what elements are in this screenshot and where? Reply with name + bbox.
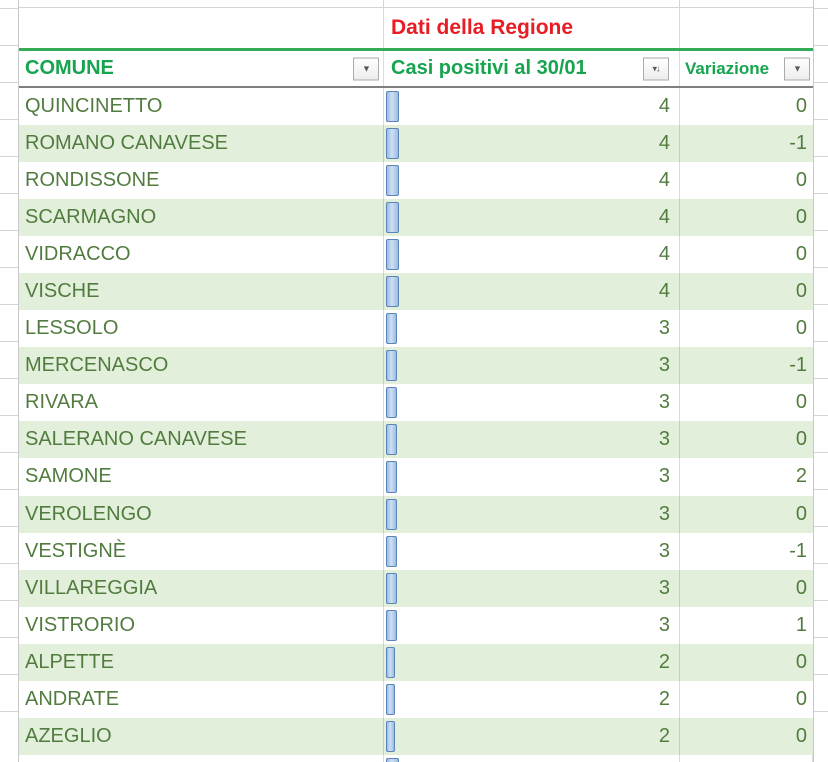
variazione-value: 0 — [795, 687, 807, 710]
casi-cell[interactable] — [384, 162, 680, 199]
comune-label: AZEGLIO — [25, 724, 112, 747]
casi-value: 2 — [658, 724, 670, 747]
comune-label: SCARMAGNO — [25, 206, 157, 229]
variazione-cell[interactable] — [680, 236, 813, 273]
casi-cell[interactable] — [384, 458, 680, 495]
table-row — [19, 236, 813, 273]
casi-value: 4 — [658, 243, 670, 266]
grid-margin-right — [814, 0, 828, 762]
comune-cell[interactable] — [19, 310, 384, 347]
variazione-cell[interactable] — [680, 533, 813, 570]
casi-value: 3 — [658, 317, 670, 340]
title-cell[interactable] — [384, 8, 680, 48]
casi-value: 3 — [658, 465, 670, 488]
region-title-row — [19, 8, 813, 48]
variazione-cell[interactable] — [680, 496, 813, 533]
casi-value: 3 — [658, 576, 670, 599]
variazione-cell[interactable] — [680, 162, 813, 199]
variazione-value: 0 — [795, 576, 807, 599]
table-header-row — [19, 48, 813, 88]
comune-cell[interactable] — [19, 347, 384, 384]
comune-label: MERCENASCO — [25, 354, 169, 377]
sort-descending-filter-icon[interactable]: ▾↓ — [643, 57, 669, 80]
data-bar — [386, 647, 395, 678]
table-row — [19, 681, 813, 718]
data-bar — [386, 128, 399, 159]
comune-label: SALERANO CANAVESE — [25, 428, 247, 451]
casi-cell[interactable] — [384, 347, 680, 384]
table-row — [19, 718, 813, 755]
variazione-value: 0 — [795, 169, 807, 192]
data-bar — [386, 350, 397, 381]
comune-label: LESSOLO — [25, 317, 119, 340]
comune-cell[interactable] — [19, 644, 384, 681]
header-comune[interactable] — [19, 51, 384, 86]
data-bar — [386, 313, 397, 344]
data-bar — [386, 610, 397, 641]
variazione-value: -1 — [789, 539, 807, 562]
comune-label: ALPETTE — [25, 650, 114, 673]
variazione-value: 0 — [795, 502, 807, 525]
data-bar — [386, 573, 397, 604]
casi-cell[interactable] — [384, 570, 680, 607]
variazione-value: 0 — [795, 650, 807, 673]
comune-cell[interactable] — [19, 162, 384, 199]
data-bar — [386, 461, 397, 492]
comune-cell[interactable] — [19, 421, 384, 458]
bottom-cell-c — [384, 755, 680, 762]
casi-cell[interactable] — [384, 310, 680, 347]
table-area — [18, 0, 814, 762]
variazione-value: 0 — [795, 724, 807, 747]
grid-margin-left — [0, 0, 18, 762]
casi-value: 3 — [658, 539, 670, 562]
variazione-cell[interactable] — [680, 607, 813, 644]
data-bar — [386, 387, 397, 418]
casi-cell[interactable] — [384, 718, 680, 755]
casi-value: 4 — [658, 280, 670, 303]
header-casi-label: Casi positivi al 30/01 — [391, 57, 587, 79]
variazione-value: 0 — [795, 95, 807, 118]
comune-label: VESTIGNÈ — [25, 539, 127, 562]
comune-cell[interactable] — [19, 607, 384, 644]
top-grid-row — [19, 0, 813, 8]
variazione-value: 0 — [795, 317, 807, 340]
comune-label: RONDISSONE — [25, 169, 160, 192]
top-cell-d — [680, 0, 813, 7]
comune-label: VIDRACCO — [25, 243, 131, 266]
comune-label: VISTRORIO — [25, 613, 136, 636]
table-row — [19, 199, 813, 236]
data-bar — [386, 239, 399, 270]
casi-cell[interactable] — [384, 421, 680, 458]
comune-cell[interactable] — [19, 125, 384, 162]
casi-cell[interactable] — [384, 125, 680, 162]
table-rows — [19, 88, 813, 755]
header-variazione-label: Variazione — [685, 58, 770, 78]
casi-value: 3 — [658, 354, 670, 377]
casi-value: 2 — [658, 650, 670, 673]
table-row — [19, 496, 813, 533]
casi-cell[interactable] — [384, 236, 680, 273]
data-bar-partial — [386, 758, 399, 762]
data-bar — [386, 165, 399, 196]
variazione-value: 1 — [795, 613, 807, 636]
data-bar — [386, 91, 399, 122]
comune-cell[interactable] — [19, 88, 384, 125]
title-cell-empty-right[interactable] — [680, 8, 813, 48]
comune-label: QUINCINETTO — [25, 95, 163, 118]
casi-value: 3 — [658, 391, 670, 414]
casi-value: 4 — [658, 169, 670, 192]
variazione-cell[interactable] — [680, 384, 813, 421]
casi-cell[interactable] — [384, 607, 680, 644]
comune-label: VEROLENGO — [25, 502, 152, 525]
variazione-cell[interactable] — [680, 88, 813, 125]
region-title-label: Dati della Regione — [391, 16, 574, 39]
title-cell-empty-left[interactable] — [19, 8, 384, 48]
comune-cell[interactable] — [19, 681, 384, 718]
table-row — [19, 533, 813, 570]
top-cell-b — [19, 0, 384, 7]
variazione-value: 0 — [795, 243, 807, 266]
casi-value: 2 — [658, 687, 670, 710]
variazione-value: -1 — [789, 354, 807, 377]
comune-label: VISCHE — [25, 280, 100, 303]
comune-cell[interactable] — [19, 718, 384, 755]
data-bar — [386, 202, 399, 233]
header-variazione[interactable] — [680, 51, 813, 86]
comune-label: ROMANO CANAVESE — [25, 132, 228, 155]
data-bar — [386, 536, 397, 567]
comune-cell[interactable] — [19, 533, 384, 570]
variazione-cell[interactable] — [680, 310, 813, 347]
comune-label: VILLAREGGIA — [25, 576, 158, 599]
table-row — [19, 570, 813, 607]
data-bar — [386, 721, 395, 752]
data-bar — [386, 424, 397, 455]
comune-cell[interactable] — [19, 236, 384, 273]
variazione-cell[interactable] — [680, 273, 813, 310]
casi-cell[interactable] — [384, 533, 680, 570]
variazione-cell[interactable] — [680, 570, 813, 607]
casi-value: 3 — [658, 428, 670, 451]
filter-dropdown-icon[interactable]: ▼ — [784, 57, 810, 80]
table-row — [19, 384, 813, 421]
table-row — [19, 273, 813, 310]
filter-dropdown-icon[interactable]: ▼ — [353, 57, 379, 80]
casi-cell[interactable] — [384, 681, 680, 718]
table-row — [19, 310, 813, 347]
comune-label: RIVARA — [25, 391, 98, 414]
casi-value: 4 — [658, 132, 670, 155]
casi-cell[interactable] — [384, 199, 680, 236]
variazione-cell[interactable] — [680, 199, 813, 236]
variazione-value: -1 — [789, 132, 807, 155]
comune-cell[interactable] — [19, 199, 384, 236]
table-row — [19, 125, 813, 162]
variazione-value: 0 — [795, 206, 807, 229]
comune-cell[interactable] — [19, 570, 384, 607]
table-row — [19, 458, 813, 495]
comune-cell[interactable] — [19, 458, 384, 495]
casi-cell[interactable] — [384, 273, 680, 310]
header-casi-positivi[interactable] — [384, 51, 680, 86]
casi-value: 3 — [658, 502, 670, 525]
bottom-grid-row — [19, 755, 813, 762]
data-bar — [386, 684, 395, 715]
comune-label: SAMONE — [25, 465, 112, 488]
top-cell-c — [384, 0, 680, 7]
comune-cell[interactable] — [19, 384, 384, 421]
variazione-value: 0 — [795, 280, 807, 303]
casi-cell[interactable] — [384, 496, 680, 533]
variazione-cell[interactable] — [680, 347, 813, 384]
table-row — [19, 347, 813, 384]
table-row — [19, 607, 813, 644]
casi-cell[interactable] — [384, 384, 680, 421]
data-bar — [386, 276, 399, 307]
variazione-cell[interactable] — [680, 458, 813, 495]
table-row — [19, 644, 813, 681]
data-bar — [386, 499, 397, 530]
casi-value: 4 — [658, 206, 670, 229]
comune-cell[interactable] — [19, 273, 384, 310]
variazione-value: 0 — [795, 428, 807, 451]
variazione-value: 0 — [795, 391, 807, 414]
casi-cell[interactable] — [384, 88, 680, 125]
header-comune-label: COMUNE — [25, 57, 114, 79]
bottom-cell-d — [680, 755, 813, 762]
casi-cell[interactable] — [384, 644, 680, 681]
bottom-cell-b — [19, 755, 384, 762]
variazione-value: 2 — [795, 465, 807, 488]
table-row — [19, 421, 813, 458]
comune-label: ANDRATE — [25, 687, 120, 710]
casi-value: 4 — [658, 95, 670, 118]
table-row — [19, 162, 813, 199]
variazione-cell[interactable] — [680, 718, 813, 755]
variazione-cell[interactable] — [680, 421, 813, 458]
variazione-cell[interactable] — [680, 125, 813, 162]
variazione-cell[interactable] — [680, 681, 813, 718]
variazione-cell[interactable] — [680, 644, 813, 681]
casi-value: 3 — [658, 613, 670, 636]
table-row — [19, 88, 813, 125]
comune-cell[interactable] — [19, 496, 384, 533]
